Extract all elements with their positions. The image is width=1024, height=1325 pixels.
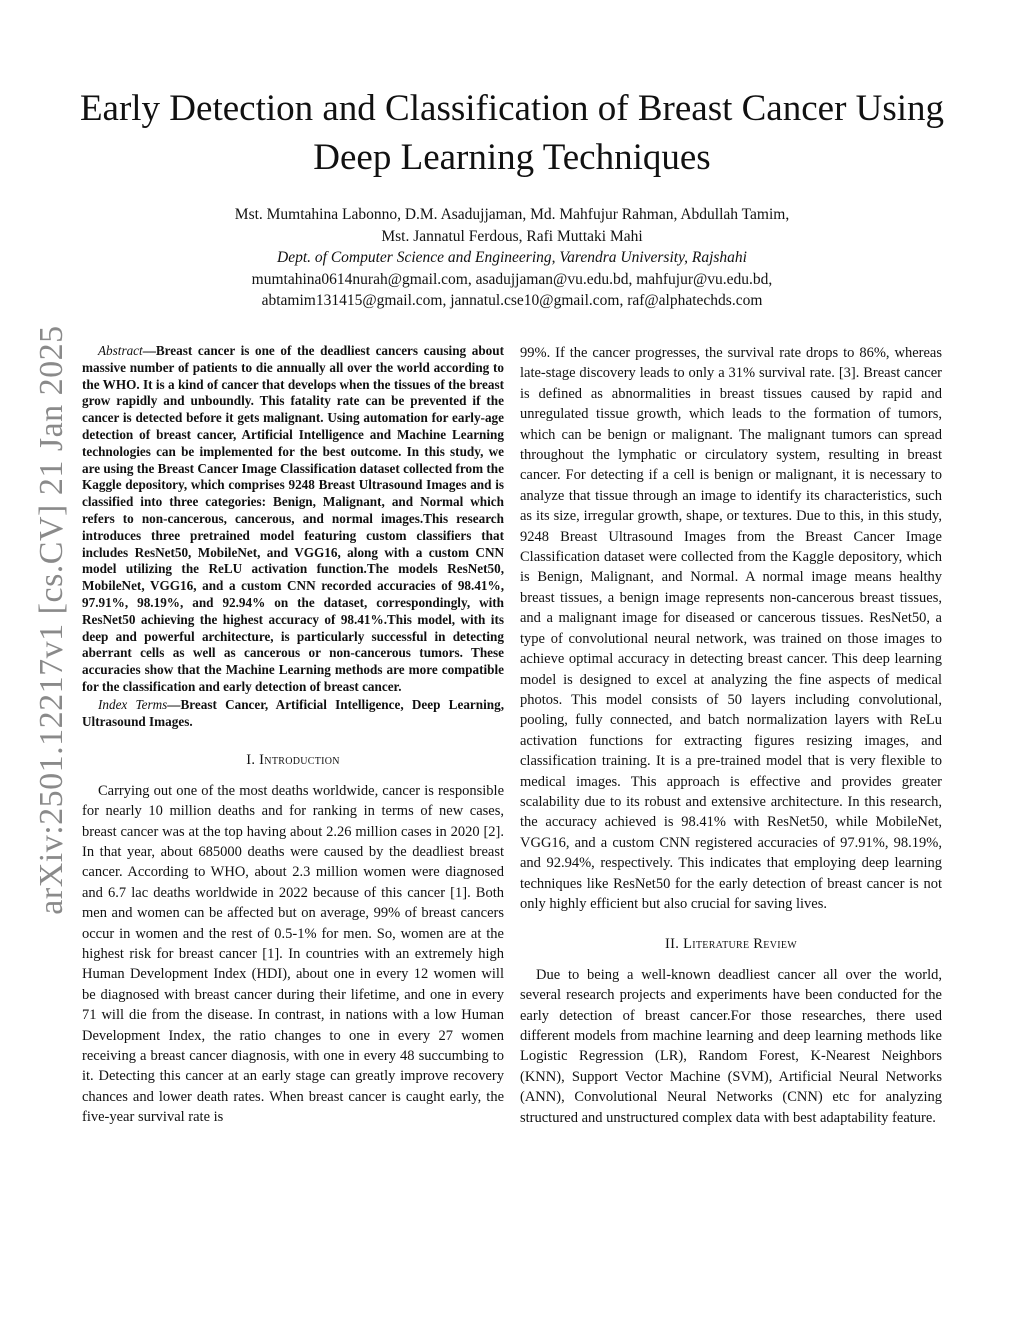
- index-terms-label: Index Terms: [98, 696, 168, 712]
- arxiv-identifier: arXiv:2501.12217v1 [cs.CV] 21 Jan 2025: [33, 325, 70, 915]
- abstract: [82, 343, 504, 696]
- index-terms-text: —Breast Cancer, Artificial Intelligence, Deep Learning, Ultrasound Images.: [82, 696, 504, 729]
- section-heading-introduction: I. Introduction: [246, 752, 340, 769]
- abstract-label: Abstract: [98, 343, 143, 358]
- right-column: [520, 343, 942, 1128]
- affiliation: Dept. of Computer Science and Engineering, Varendra University, Rajshahi: [277, 249, 747, 266]
- introduction-paragraph-continued: 99%. If the cancer progresses, the survival rate drops to 86%, whereas late-stage discovery leads to only a 31% survival rate. [3]. Breast cancer is defined as abnormalities in breast tissues caused by rapid and unregulated tissue growth, which leads to the formation of tumors, which can be benign or malignant. The malignant tumors can spread throughout the lymphatic or circulatory system, resulting in breast cancer. For detecting if a cell is benign or malignant, it is necessary to analyze that tissue through an image to identify its characteristics, such as its size, irregular growth, shape, or textures. Due to this, in this study, 9248 Breast Ultrasound Images from the Breast Cancer Image Classification dataset were collected from the Kaggle depository, which is Benign, Malignant, and Normal. A normal image means healthy breast tissues, a benign image represents non-cancerous breast tissues, and a malignant image for diseased or cancerous tissues. ResNet50, a type of convolutional neural network, was trained on those images to achieve optimal accuracy in detecting breast cancer. This deep learning model is designed to excel at analyzing the fine aspects of medical photos. This model consists of 50 layers including convolutional, pooling, fully connected, and batch normalization layers with ReLu activation functions for extracting figures resizing images, and classification training. It is a pre-trained model that is very flexible to medical images. This approach is effective and provides greater scalability due to its robust and extensive architecture. In this research, the accuracy achieved is 98.41% with ResNet50, while MobileNet, VGG16, and a custom CNN registered accuracies of 97.91%, 98.19%, and 92.94%, respectively. This indicates that employing deep learning techniques like ResNet50 for the early detection of breast cancer is not only highly efficient but also crucial for saving lives.: [520, 345, 942, 912]
- literature-review-paragraph: Due to being a well-known deadliest cancer all over the world, several research projects and experiments have been conducted for the early detection of breast cancer.For those researches, there used different models from machine learning and deep learning methods like Logistic Regression (LR), Random Forest, K-Nearest Neighbors (KNN), Support Vector Machine (SVM), Artificial Neural Networks (ANN), Convolutional Neural Networks (CNN) etc for analyzing structured and unstructured complex data with best adaptability feature.: [520, 966, 942, 1126]
- section-heading-literature-review: II. Literature Review: [664, 936, 797, 953]
- author-names-line-1: Mst. Mumtahina Labonno, D.M. Asadujjaman, Md. Mahfujur Rahman, Abdullah Tamim,: [234, 206, 790, 223]
- abstract-text: —Breast cancer is one of the deadliest cancers causing about massive number of patients to die annually all over the world according to the WHO. It is a kind of cancer that develops when the tissues of the breast grow rapidly and unboundly. This fatality rate can be prevented if the cancer is detected before it gets malignant. Using automation for early-age detection of breast cancer, Artificial Intelligence and Machine Learning technologies can be implemented for the best outcome. In this study, we are using the Breast Cancer Image Classification dataset collected from the Kaggle depository, which comprises 9248 Breast Ultrasound Images and is classified into three categories: Benign, Malignant, and Normal which refers to non-cancerous, cancerous, and normal images.This research introduces three pretrained model featuring custom classifiers that includes ResNet50, MobileNet, and VGG16, along with a custom CNN model utilizing the ReLU activation function.The models ResNet50, MobileNet, VGG16, and a custom CNN recorded accuracies of 98.41%, 97.91%, 98.19%, and 92.94% on the dataset, correspondingly, with ResNet50 achieving the highest accuracy of 98.41%.This model, with its deep and powerful architecture, is particularly successful in detecting aberrant cells as well as cancerous or non-cancerous tumors. These accuracies show that the Machine Learning methods are more compatible for the classification and early detection of breast cancer.: [82, 343, 504, 694]
- author-emails-line-2: abtamim131415@gmail.com, jannatul.cse10@gmail.com, raf@alphatechds.com: [261, 292, 763, 309]
- paper-title: Early Detection and Classification of Breast Cancer Using Deep Learning Techniques: [79, 88, 945, 178]
- left-column: [82, 343, 504, 1128]
- author-emails-line-1: mumtahina0614nurah@gmail.com, asadujjaman@vu.edu.bd, mahfujur@vu.edu.bd,: [251, 270, 773, 288]
- author-names-line-2: Mst. Jannatul Ferdous, Rafi Muttaki Mahi: [381, 227, 643, 245]
- index-terms: [82, 697, 504, 731]
- author-block: [120, 204, 904, 312]
- introduction-paragraph: Carrying out one of the most deaths worldwide, cancer is responsible for nearly 10 million deaths and for ranking in terms of new cases, breast cancer was at the top having about 2.26 million cases in 2020 [2]. In that year, about 685000 deaths were caused by the deadliest breast cancer. According to WHO, about 2.3 million women were diagnosed and 6.7 lac deaths worldwide in 2022 because of this cancer [1]. Both men and women can be affected but on average, 99% of breast cancers occur in women and the rest of 0.5-1% for men. So, women are at the highest risk for breast cancer [1]. In countries with an extremely high Human Development Index (HDI), about one in every 12 women will be diagnosed with breast cancer during their lifetime, and one in every 71 will die from the disease. In contrast, in nations with a low Human Development Index, the ratio changes to one in every 27 women receiving a breast cancer diagnosis, with one in every 48 succumbing to it. Detecting this cancer at an early stage can greatly improve recovery chances and lower death rates. When breast cancer is caught early, the five-year survival rate is: [82, 782, 504, 1126]
